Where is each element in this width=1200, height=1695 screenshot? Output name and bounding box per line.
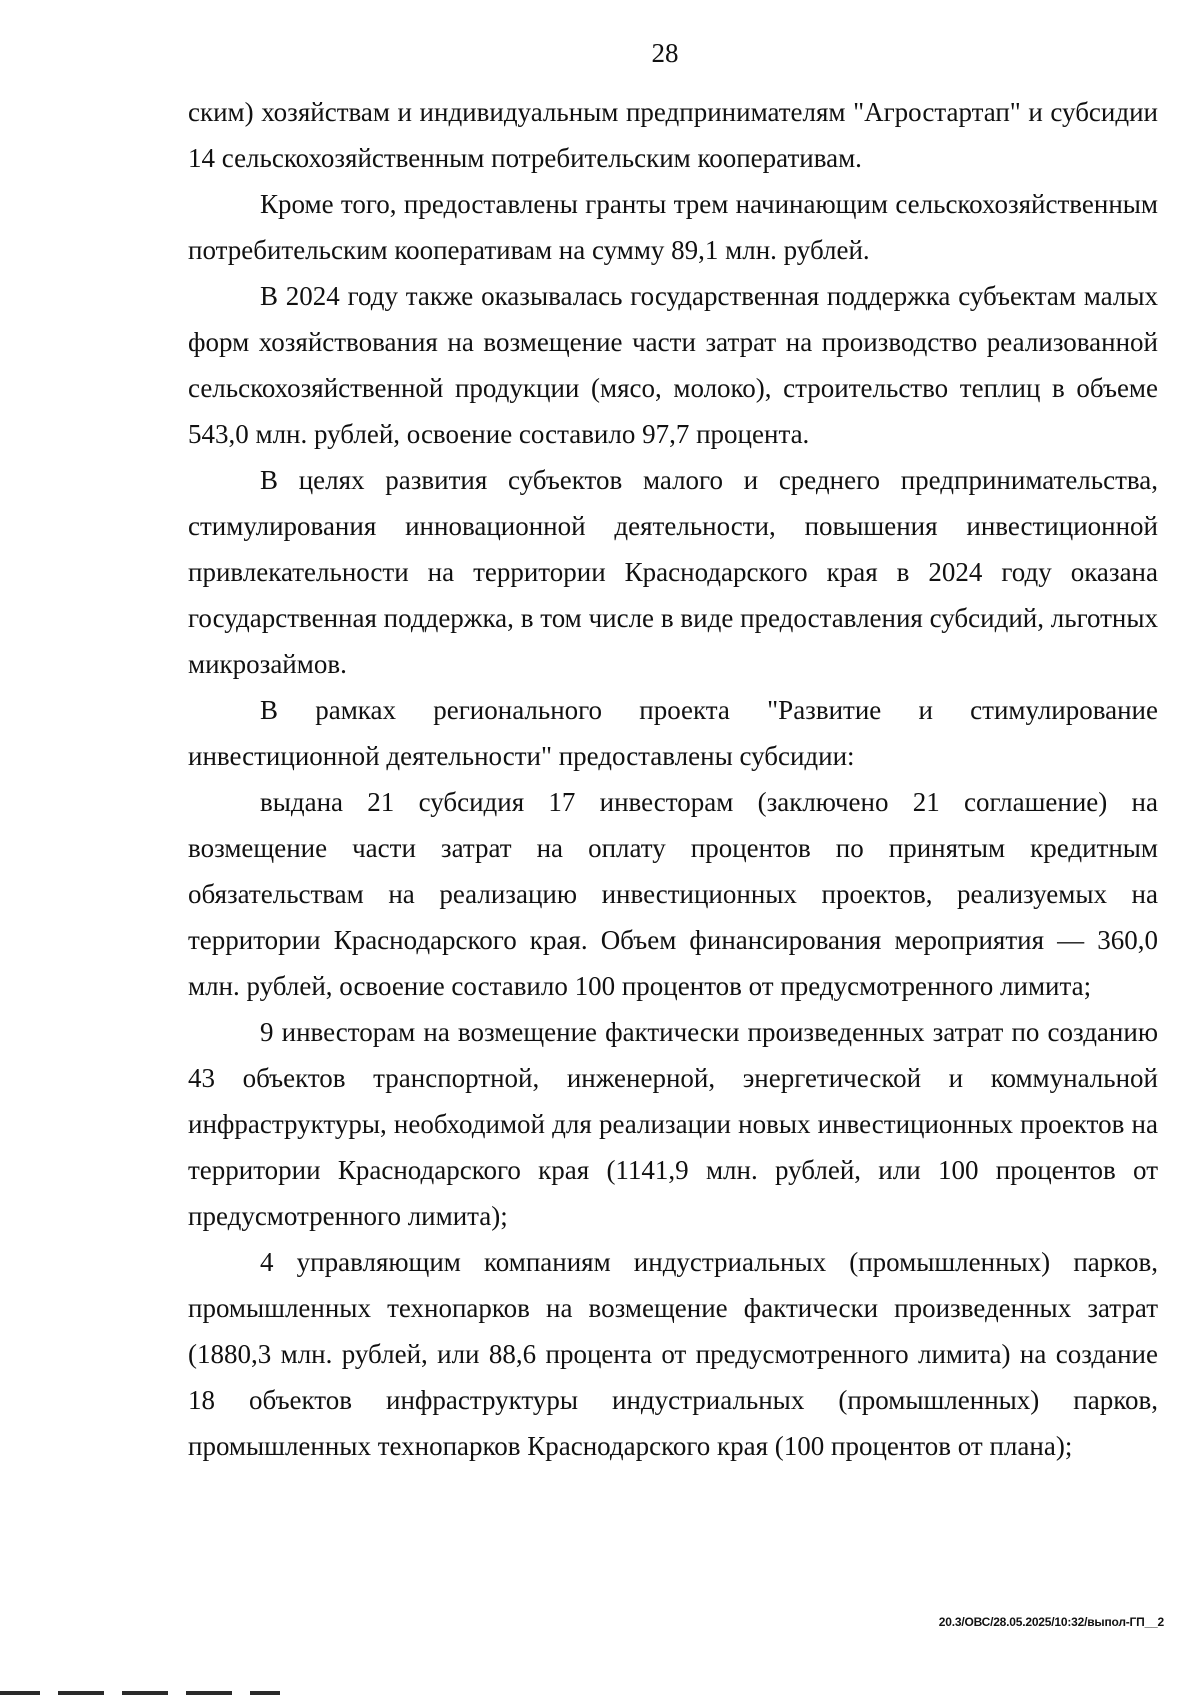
scan-mark bbox=[0, 1691, 40, 1695]
paragraph-4: В целях развития субъектов малого и среднего предпринимательства, стимулирования инновационной деятельности, повышения инвестиционной привлекательности на территории Краснодарского края в 2024 году оказана государственная поддержка, в том числе в виде предоставления субсидий, льготных микрозаймов. bbox=[188, 465, 1158, 679]
paragraph-8: 4 управляющим компаниям индустриальных (промышленных) парков, промышленных технопарков на возмещение фактически произведенных затрат (1880,3 млн. рублей, или 88,6 процента от предусмотренного лимита) на создание 18 объектов инфраструктуры индустриальных (промышленных) парков, промышленных технопарков Краснодарского края (100 процентов от плана); bbox=[188, 1247, 1158, 1461]
page-number: 28 bbox=[651, 38, 679, 68]
scan-mark bbox=[186, 1691, 232, 1695]
scan-mark bbox=[122, 1691, 168, 1695]
scan-mark bbox=[58, 1691, 104, 1695]
paragraph-2: Кроме того, предоставлены гранты трем начинающим сельскохозяйственным потребительским кооперативам на сумму 89,1 млн. рублей. bbox=[188, 189, 1158, 265]
paragraph-6: выдана 21 субсидия 17 инвесторам (заключено 21 соглашение) на возмещение части затрат на оплату процентов по принятым кредитным обязательствам на реализацию инвестиционных проектов, реализуемых на территории Краснодарского края. Объем финансирования мероприятия — 360,0 млн. рублей, освоение составило 100 процентов от предусмотренного лимита; bbox=[188, 787, 1158, 1001]
scan-edge-marks bbox=[0, 1685, 300, 1695]
paragraph-3: В 2024 году также оказывалась государственная поддержка субъектам малых форм хозяйствования на возмещение части затрат на производство реализованной сельскохозяйственной продукции (мясо, молоко), строительство теплиц в объеме 543,0 млн. рублей, освоение составило 97,7 процента. bbox=[188, 281, 1158, 449]
paragraph-5: В рамках регионального проекта "Развитие и стимулирование инвестиционной деятельности" предоставлены субсидии: bbox=[188, 695, 1158, 771]
scan-mark bbox=[250, 1691, 280, 1695]
body-text bbox=[188, 89, 1158, 1469]
document-footer-code: 20.3/ОВС/28.05.2025/10:32/выпол-ГП__2 bbox=[938, 1615, 1164, 1629]
paragraph-7: 9 инвесторам на возмещение фактически произведенных затрат по созданию 43 объектов транспортной, инженерной, энергетической и коммунальной инфраструктуры, необходимой для реализации новых инвестиционных проектов на территории Краснодарского края (1141,9 млн. рублей, или 100 процентов от предусмотренного лимита); bbox=[188, 1017, 1158, 1231]
paragraph-1: ским) хозяйствам и индивидуальным предпринимателям "Агростартап" и субсидии 14 сельскохозяйственным потребительским кооперативам. bbox=[188, 97, 1158, 173]
